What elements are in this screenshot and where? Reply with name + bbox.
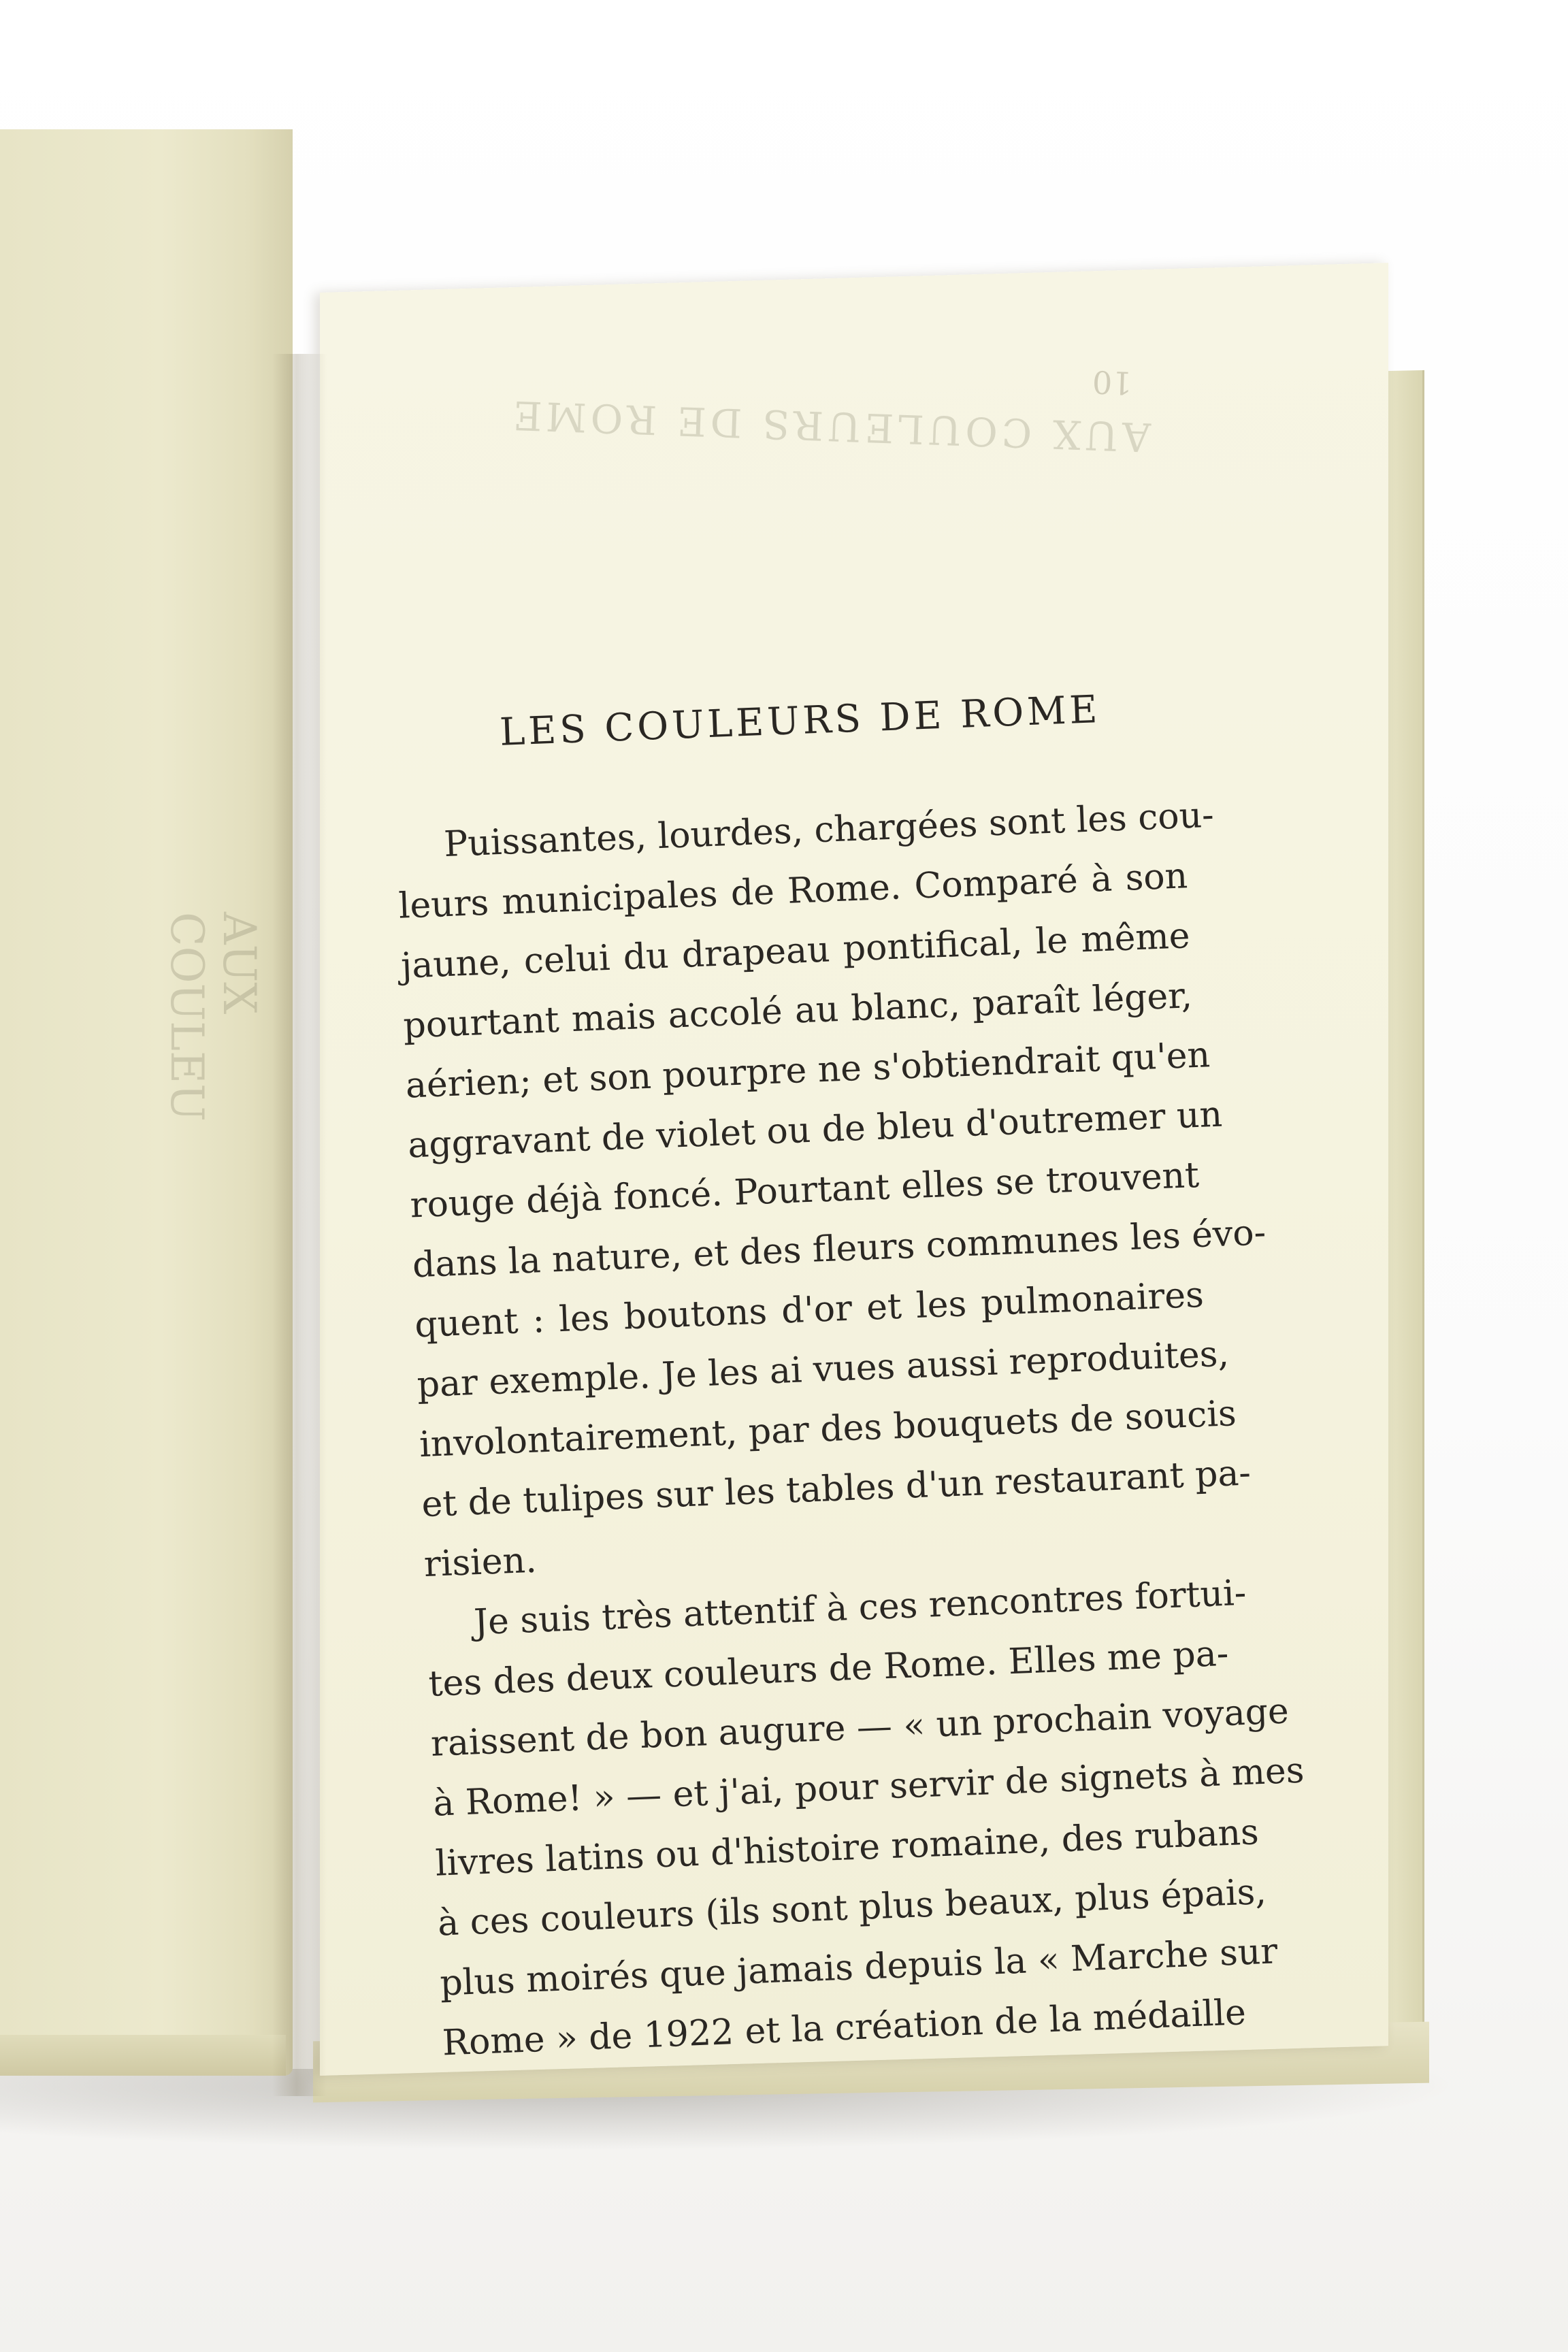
text-line: dans la nature, et des fleurs communes les évo-: [411, 1212, 1267, 1286]
text-line: et de tulipes sur les tables d'un restaurant pa-: [421, 1452, 1252, 1526]
text-line: à Rome! » — et j'ai, pour servir de signets à mes: [432, 1750, 1305, 1825]
text-line: pourtant mais accolé au blanc, paraît léger,: [402, 975, 1193, 1047]
show-through-text-left: AUX COULEU: [161, 912, 265, 1122]
text-line: tes des deux couleurs de Rome. Elles me pa-: [427, 1633, 1230, 1705]
text-line: à ces couleurs (ils sont plus beaux, plus épais,: [437, 1871, 1267, 1944]
text-line: Rome » de 1922 et la création de la médaille: [441, 1992, 1247, 2064]
text-line: plus moirés que jamais depuis la « Marche sur: [439, 1931, 1279, 2004]
book-gutter: [272, 354, 327, 2096]
text-line: risien.: [423, 1539, 538, 1586]
paragraph-1: [395, 786, 1267, 1595]
text-line: quent : les boutons d'or et les pulmonaires: [414, 1274, 1205, 1346]
text-line: par exemple. Je les ai vues aussi reproduites,: [416, 1333, 1230, 1406]
text-line: jaune, celui du drapeau pontifical, le même: [400, 915, 1191, 987]
text-line: Je suis très attentif à ces rencontres fortui-: [473, 1572, 1247, 1644]
text-line: aggravant de violet ou de bleu d'outremer un: [407, 1094, 1224, 1166]
text-line: involontairement, par des bouquets de soucis: [419, 1393, 1237, 1466]
paragraph-2: [425, 1565, 1305, 2074]
show-through-text-right: AUX COULEURS DE ROME: [508, 391, 1152, 461]
show-through-folio: 10: [1092, 363, 1133, 402]
text-line: aérien; et son pourpre ne s'obtiendrait qu'en: [404, 1034, 1211, 1107]
text-line: Puissantes, lourdes, chargées sont les cou-: [443, 794, 1215, 866]
left-page-edge: [0, 2035, 286, 2076]
chapter-title: LES COULEURS DE ROME: [499, 687, 1102, 755]
text-line: rouge déjà foncé. Pourtant elles se trouvent: [409, 1154, 1200, 1226]
text-line: livres latins ou d'histoire romaine, des rubans: [434, 1812, 1260, 1884]
text-line: raissent de bon augure — « un prochain voyage: [429, 1690, 1290, 1765]
page-text-block: [391, 684, 1305, 2073]
text-line: leurs municipales de Rome. Comparé à son: [397, 855, 1189, 927]
